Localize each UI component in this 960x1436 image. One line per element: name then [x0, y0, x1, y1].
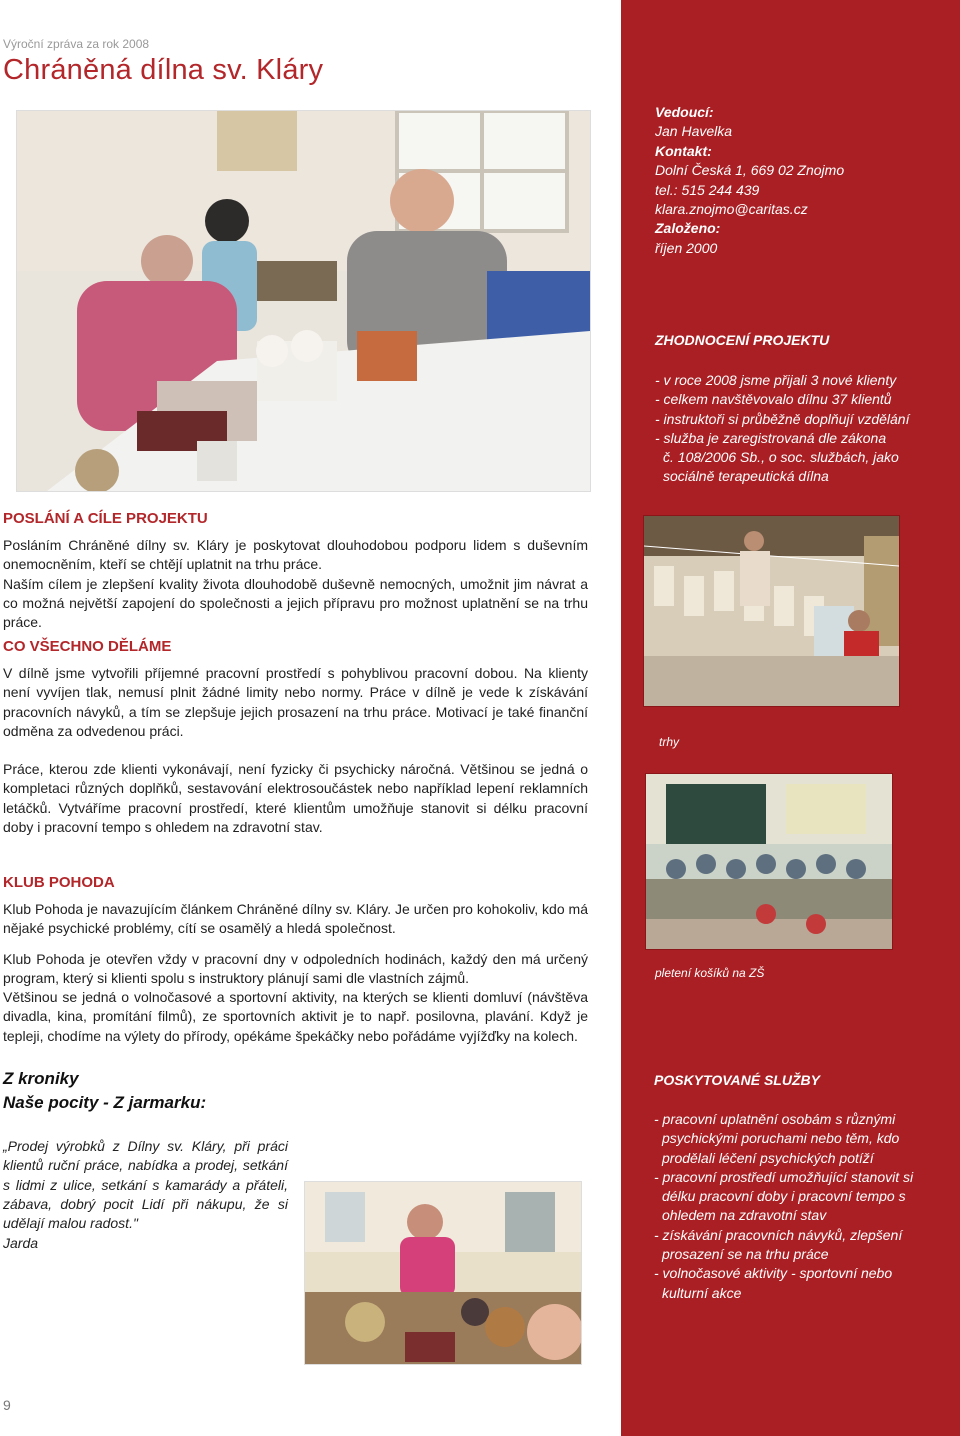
founded-label: Založeno:: [655, 220, 721, 237]
markets-photo: [643, 515, 900, 707]
mission-text: [3, 536, 588, 632]
evaluation-item: č. 108/2006 Sb., o soc. službách, jako: [663, 449, 899, 466]
mission-paragraph: Naším cílem je zlepšení kvality života dlouhodobě duševně nemocných, umožnit jim návrat a co možná největší zapojení do společnosti a jejich přípravu pro možnost uplatnění se na trhu práce.: [3, 575, 588, 631]
what-we-do-heading: CO VŠECHNO DĚLÁME: [3, 638, 172, 655]
club-paragraph: Většinou se jedná o volnočasové a sportovní aktivity, na kterých se klienti domluví (návštěva divadla, kina, promítání filmů), ze sportovních aktivit je to např. posilovna, plavání. Když je tepleji, chodíme na výlety do přírody, opékáme špekáčky nebo pořádáme vyjížďky na kolech.: [3, 989, 588, 1044]
email: klara.znojmo@caritas.cz: [655, 201, 808, 218]
evaluation-item: - služba je zaregistrovaná dle zákona: [655, 429, 887, 446]
chronicle-subheading: Naše pocity - Z jarmarku:: [3, 1093, 207, 1112]
mission-paragraph: Posláním Chráněné dílny sv. Kláry je poskytovat dlouhodobou podporu lidem s duševním onemocněním, kteří se chtějí uplatnit na trhu práce.: [3, 537, 588, 573]
service-item: - volnočasové aktivity - sportovní nebo kulturní akce: [654, 1265, 893, 1301]
report-label: Výroční zpráva za rok 2008: [3, 37, 150, 51]
address: Dolní Česká 1, 669 02 Znojmo: [655, 162, 845, 179]
basket-photo: [645, 773, 893, 950]
services-heading: POSKYTOVANÉ SLUŽBY: [654, 1072, 820, 1088]
service-item: - pracovní prostředí umožňující stanovit si délku pracovní doby i pracovní tempo s ohledem na zdravotní stav: [654, 1168, 914, 1224]
page-title: Chráněná dílna sv. Kláry: [3, 54, 324, 86]
club-paragraph: Klub Pohoda je navazujícím článkem Chráněné dílny sv. Kláry. Je určen pro kohokoliv, kdo má nějaké psychické problémy, cítí se osamělý a hledá společnost.: [3, 901, 588, 937]
chronicle-quote: „Prodej výrobků z Dílny sv. Kláry, při práci klientů ruční práce, nabídka a prodej, setkání s lidmi z ulice, setkání s kamarády a přáteli, zábava, dobrý pocit Lidí při nákupu, že si udělají malou radost.": [3, 1138, 288, 1232]
contact-info: [655, 103, 844, 258]
services-list: [654, 1110, 914, 1303]
workshop-photo-image: [17, 111, 590, 491]
evaluation-item: - celkem navštěvovalo dílnu 37 klientů: [655, 391, 892, 408]
market-photo: [304, 1181, 582, 1365]
service-item: - pracovní uplatnění osobám s různými psychickými poruchami nebo těm, kdo prodělali léčení psychických potíží: [654, 1111, 900, 1166]
markets-photo-image: [644, 516, 899, 706]
mission-heading: POSLÁNÍ A CÍLE PROJEKTU: [3, 510, 208, 527]
evaluation-list: [655, 371, 935, 487]
chronicle-author: Jarda: [3, 1235, 39, 1251]
club-heading: KLUB POHODA: [3, 874, 115, 891]
market-photo-image: [305, 1182, 581, 1364]
contact-label: Kontakt:: [655, 142, 712, 159]
basket-caption: pletení košíků na ZŠ: [655, 966, 765, 980]
evaluation-item: - instruktoři si průběžně doplňují vzdělání: [655, 410, 910, 427]
phone: tel.: 515 244 439: [655, 181, 760, 198]
what-we-do-paragraph: V dílně jsme vytvořili příjemné pracovní prostředí s pohyblivou pracovní dobou. Na klienty není vyvíjen tlak, nemusí plnit žádné limity nebo normy. Práce v dílně je vede k získávání pracovních návyků, a tím se zlepšuje jejich prosazení na trhu práce. Motivací je také finanční odměna za odvedenou práci.: [3, 665, 588, 739]
club-text: [3, 900, 588, 1046]
evaluation-item: - v roce 2008 jsme přijali 3 nové klienty: [655, 372, 897, 388]
evaluation-item: sociálně terapeutická dílna: [663, 468, 829, 485]
evaluation-heading: ZHODNOCENÍ PROJEKTU: [655, 332, 830, 348]
leader-name: Jan Havelka: [655, 123, 733, 140]
workshop-photo: [16, 110, 591, 492]
founded-value: říjen 2000: [655, 239, 718, 256]
page-number: 9: [3, 1397, 11, 1413]
club-paragraph: Klub Pohoda je otevřen vždy v pracovní dny v odpoledních hodinách, každý den má určený program, který si klienti spolu s instruktory plánují sami dle vlastních zájmů.: [3, 950, 588, 986]
what-we-do-paragraph: Práce, kterou zde klienti vykonávají, není fyzicky či psychicky náročná. Většinou se jedná o kompletaci různých doplňků, sestavování elektrosoučástek nebo například lepení reklamních letáčků. Vytváříme pracovní prostředí, které klientům umožňuje stanovit si délku pracovní doby i pracovní tempo s ohledem na zdravotní stav.: [3, 761, 588, 836]
markets-caption: trhy: [659, 735, 680, 749]
chronicle-heading: Z kroniky: [3, 1069, 79, 1088]
what-we-do-text: [3, 664, 588, 837]
basket-photo-image: [646, 774, 892, 949]
leader-label: Vedoucí:: [655, 104, 714, 120]
service-item: - získávání pracovních návyků, zlepšení prosazení se na trhu práce: [654, 1226, 903, 1263]
